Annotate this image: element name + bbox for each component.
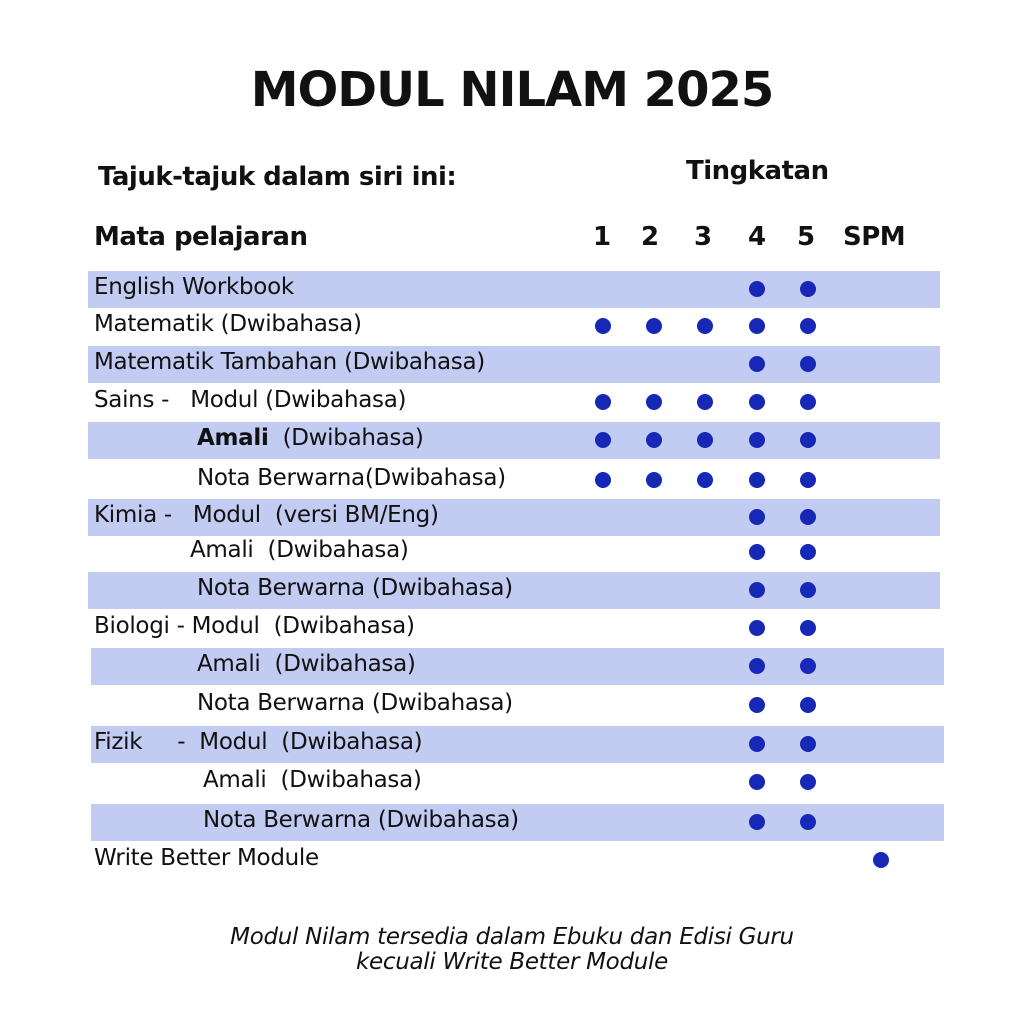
availability-dot	[800, 736, 816, 752]
column-header-spm: SPM	[843, 222, 906, 252]
availability-dot	[800, 356, 816, 372]
availability-dot	[595, 394, 611, 410]
availability-dot	[646, 472, 662, 488]
availability-dot	[595, 472, 611, 488]
availability-dot	[800, 509, 816, 525]
column-header-3: 3	[694, 222, 712, 252]
level-heading: Tingkatan	[686, 156, 829, 186]
availability-dot	[749, 394, 765, 410]
footnote-line-1: Modul Nilam tersedia dalam Ebuku dan Edisi Guru	[230, 924, 794, 950]
subject-label	[197, 690, 513, 716]
subject-label	[94, 502, 439, 528]
column-header-1: 1	[593, 222, 611, 252]
availability-dot	[749, 814, 765, 830]
subject-label	[94, 613, 415, 639]
availability-dot	[800, 472, 816, 488]
subject-label-text: Write Better Module	[94, 845, 319, 871]
subject-label-text: English Workbook	[94, 274, 294, 300]
availability-dot	[873, 852, 889, 868]
subject-label	[94, 274, 294, 300]
subject-label	[190, 537, 409, 563]
availability-dot	[800, 620, 816, 636]
subject-label-text: Nota Berwarna (Dwibahasa)	[203, 807, 519, 833]
availability-dot	[749, 544, 765, 560]
availability-dot	[800, 394, 816, 410]
availability-dot	[697, 472, 713, 488]
availability-dot	[749, 509, 765, 525]
column-header-5: 5	[797, 222, 815, 252]
availability-dot	[595, 318, 611, 334]
availability-dot	[800, 697, 816, 713]
availability-dot	[646, 394, 662, 410]
availability-dot	[749, 736, 765, 752]
subject-label	[94, 349, 485, 375]
subject-label-text: Fizik - Modul (Dwibahasa)	[94, 729, 423, 755]
subject-label	[94, 311, 362, 337]
subject-label-text: Matematik (Dwibahasa)	[94, 311, 362, 337]
availability-dot	[749, 281, 765, 297]
subject-label-text: Sains - Modul (Dwibahasa)	[94, 387, 407, 413]
subject-label-text: Matematik Tambahan (Dwibahasa)	[94, 349, 485, 375]
availability-dot	[749, 658, 765, 674]
subject-label-text: Biologi - Modul (Dwibahasa)	[94, 613, 415, 639]
availability-dot	[800, 582, 816, 598]
subject-label-text: Nota Berwarna (Dwibahasa)	[197, 575, 513, 601]
subject-label	[203, 767, 422, 793]
availability-dot	[697, 394, 713, 410]
availability-dot	[749, 774, 765, 790]
column-header-4: 4	[748, 222, 766, 252]
subject-label	[94, 845, 319, 871]
availability-dot	[595, 432, 611, 448]
availability-dot	[800, 281, 816, 297]
subject-label-text: Nota Berwarna(Dwibahasa)	[197, 465, 506, 491]
page-title: MODUL NILAM 2025	[250, 62, 774, 118]
availability-dot	[749, 472, 765, 488]
subject-label	[94, 387, 406, 413]
subject-heading: Mata pelajaran	[94, 222, 308, 252]
subject-label-bold: Amali	[197, 425, 269, 451]
availability-dot	[800, 814, 816, 830]
availability-dot	[800, 774, 816, 790]
subject-label	[203, 807, 519, 833]
series-subtitle: Tajuk-tajuk dalam siri ini:	[98, 162, 457, 192]
subject-label-text: Amali (Dwibahasa)	[197, 651, 416, 677]
subject-label	[94, 729, 422, 755]
subject-label-text: Amali (Dwibahasa)	[203, 767, 422, 793]
subject-label	[197, 575, 513, 601]
subject-label-text: (Dwibahasa)	[268, 425, 424, 451]
footnote-line-2: kecuali Write Better Module	[356, 949, 668, 975]
subject-label-text: Amali (Dwibahasa)	[190, 537, 409, 563]
subject-label-text: Nota Berwarna (Dwibahasa)	[197, 690, 513, 716]
availability-dot	[697, 432, 713, 448]
availability-dot	[800, 318, 816, 334]
subject-label	[197, 425, 424, 451]
availability-dot	[646, 432, 662, 448]
availability-dot	[749, 356, 765, 372]
availability-dot	[697, 318, 713, 334]
availability-dot	[749, 582, 765, 598]
availability-dot	[749, 318, 765, 334]
subject-label-text: Kimia - Modul (versi BM/Eng)	[94, 502, 439, 528]
availability-dot	[800, 432, 816, 448]
subject-label	[197, 651, 416, 677]
availability-dot	[749, 697, 765, 713]
column-header-2: 2	[641, 222, 659, 252]
availability-dot	[749, 432, 765, 448]
subject-label	[197, 465, 506, 491]
availability-dot	[800, 658, 816, 674]
availability-dot	[749, 620, 765, 636]
availability-dot	[800, 544, 816, 560]
availability-dot	[646, 318, 662, 334]
